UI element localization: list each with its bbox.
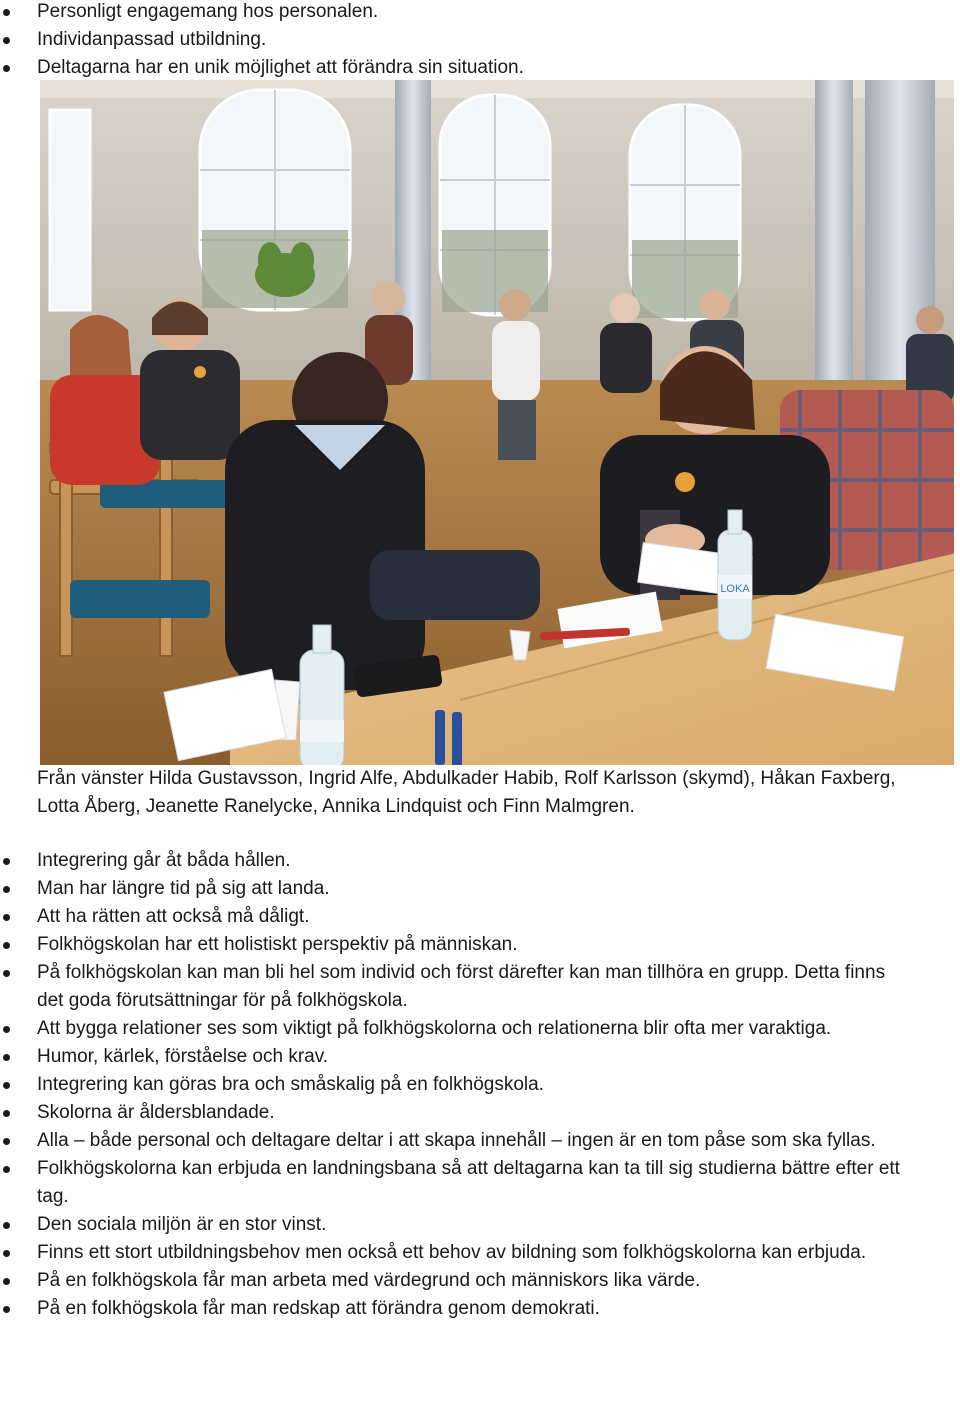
- list-item: Personligt engagemang hos personalen.: [0, 0, 900, 26]
- name-badge-icon: [675, 472, 695, 492]
- list-item: På en folkhögskola får man redskap att förändra genom demokrati.: [0, 1295, 900, 1323]
- list-item: Att bygga relationer ses som viktigt på folkhögskolorna och relationerna blir ofta mer varaktiga.: [0, 1015, 900, 1043]
- list-item: Finns ett stort utbildningsbehov men också ett behov av bildning som folkhögskolorna kan erbjuda.: [0, 1239, 900, 1267]
- svg-text:LOKA: LOKA: [720, 583, 750, 595]
- name-badge-icon: [194, 366, 206, 378]
- list-item: Alla – både personal och deltagare deltar i att skapa innehåll – ingen är en tom påse som ska fyllas.: [0, 1127, 900, 1155]
- list-item: Skolorna är åldersblandade.: [0, 1099, 900, 1127]
- list-item: Individanpassad utbildning.: [0, 26, 900, 54]
- list-item: Deltagarna har en unik möjlighet att förändra sin situation.: [0, 54, 900, 82]
- top-bullet-list: [0, 0, 900, 82]
- meeting-photo: [40, 80, 954, 765]
- list-item: Folkhögskolorna kan erbjuda en landningsbana så att deltagarna kan ta till sig studierna bättre efter ett tag.: [0, 1155, 900, 1211]
- photo-caption: Från vänster Hilda Gustavsson, Ingrid Alfe, Abdulkader Habib, Rolf Karlsson (skymd), Håkan Faxberg, Lotta Åberg, Jeanette Ranelycke, Annika Lindquist och Finn Malmgren.: [37, 768, 896, 817]
- list-item: Folkhögskolan har ett holistiskt perspektiv på människan.: [0, 931, 900, 959]
- list-item: På en folkhögskola får man arbeta med värdegrund och människors lika värde.: [0, 1267, 900, 1295]
- list-item: Man har längre tid på sig att landa.: [0, 875, 900, 903]
- list-item: Integrering går åt båda hållen.: [0, 847, 900, 875]
- bottom-bullet-list: [0, 847, 900, 1323]
- list-item: Den sociala miljön är en stor vinst.: [0, 1211, 900, 1239]
- list-item: Att ha rätten att också må dåligt.: [0, 903, 900, 931]
- list-item: Humor, kärlek, förståelse och krav.: [0, 1043, 900, 1071]
- list-item: Integrering kan göras bra och småskalig på en folkhögskola.: [0, 1071, 900, 1099]
- list-item: På folkhögskolan kan man bli hel som individ och först därefter kan man tillhöra en grupp. Detta finns det goda förutsättningar för på folkhögskola.: [0, 959, 900, 1015]
